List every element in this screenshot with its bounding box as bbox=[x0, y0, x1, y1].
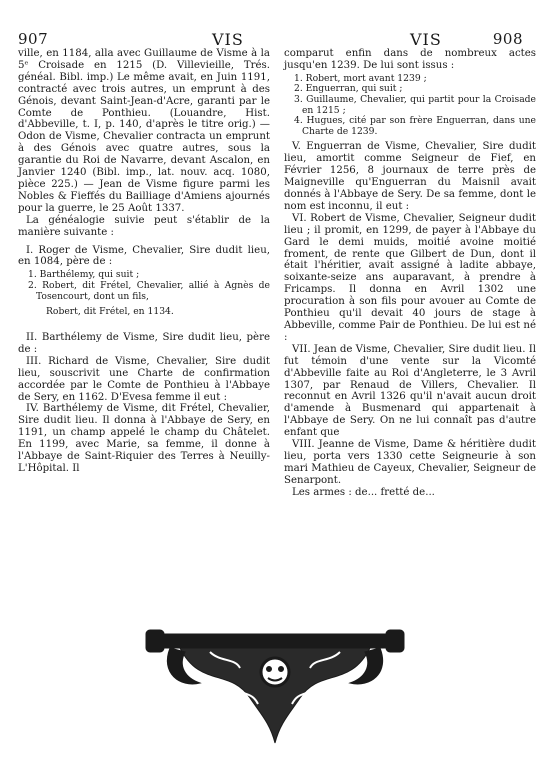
page-number-right: 908 bbox=[492, 30, 523, 48]
paragraph: Les armes : de... fretté de... bbox=[292, 486, 435, 498]
list-item: 1. Robert, mort avant 1239 ; bbox=[294, 72, 427, 84]
left-column bbox=[18, 48, 270, 475]
paragraph: comparut enfin dans de nombreux actes jusqu'en 1239. De lui sont issus : bbox=[284, 48, 536, 71]
right-column bbox=[284, 48, 536, 499]
paragraph: La généalogie suivie peut s'établir de la manière suivante : bbox=[18, 214, 270, 238]
list-item: 2. Enguerran, qui suit ; bbox=[294, 83, 403, 95]
page-number-left: 907 bbox=[18, 30, 49, 48]
list-item: 2. Robert, dit Frétel, Chevalier, allié à Agnès de Tosencourt, dont un fils, bbox=[28, 279, 270, 302]
children-list bbox=[18, 270, 270, 302]
cul-de-lampe-ornament bbox=[140, 628, 410, 748]
paragraph: V. Enguerran de Visme, Chevalier, Sire dudit lieu, amortit comme Seigneur de Fief, en Février 1256, 8 journaux de terre près de Maigneville qu'Enguerran du Maisnil avait donnés à l'Abbaye de Sery. De sa femme, dont le nom est inconnu, il eut : bbox=[284, 141, 536, 212]
standalone-line: Robert, dit Frétel, en 1134. bbox=[46, 306, 174, 318]
children-list bbox=[284, 74, 536, 138]
list-item: 4. Hugues, cité par son frère Enguerran, dans une Charte de 1239. bbox=[294, 115, 536, 137]
list-item: 1. Barthélemy, qui suit ; bbox=[28, 269, 140, 281]
paragraph: VI. Robert de Visme, Chevalier, Seigneur dudit lieu ; il promit, en 1299, de payer à l'Abbaye du Gard le demi muids, moitié avoine moitié froment, de rente que Gilbert de Dun, dont il était l'héritier, avait assigné à ladite abbaye, soixante-seize ans auparavant, à prendre à Fricamps. Il donna en Avril 1302 une procuration à son fils pour avouer au Comte de Ponthieu qu'il devait 40 jours de stage à Abbeville, comme Pair de Ponthieu. De lui est né : bbox=[284, 212, 536, 343]
paragraph: IV. Barthélemy de Visme, dit Frétel, Chevalier, Sire dudit lieu. Il donna à l'Abbaye de Sery, en 1191, un champ appelé le champ du Châtelet. En 1199, avec Marie, sa femme, il donne à l'Abbaye de Saint-Riquier des Terres à Neuilly-L'Hôpital. Il bbox=[18, 403, 270, 474]
paragraph: VII. Jean de Visme, Chevalier, Sire dudit lieu. Il fut témoin d'une vente sur la Vicomté d'Abbeville faite au Roi d'Angleterre, le 3 Avril 1307, par Renaud de Villers, Chevalier. Il reconnut en Avril 1326 qu'il n'avait aucun droit d'amende à Busmenard qui appartenait à l'Abbaye de Sery. On ne lui connaît pas d'autre enfant que bbox=[284, 343, 536, 439]
running-title-right: VIS bbox=[410, 30, 442, 49]
running-title-left: VIS bbox=[212, 30, 244, 49]
paragraph: II. Barthélemy de Visme, Sire dudit lieu, père de : bbox=[18, 332, 270, 355]
paragraph: III. Richard de Visme, Chevalier, Sire dudit lieu, souscrivit une Charte de confirmation accordée par le Comte de Ponthieu à l'Abbaye de Sery, en 1162. D'Evesa femme il eut : bbox=[18, 355, 270, 403]
paragraph: VIII. Jeanne de Visme, Dame & héritière dudit lieu, porta vers 1330 cette Seigneurie à son mari Mathieu de Cayeux, Chevalier, Seigneur de Senarpont. bbox=[284, 439, 536, 486]
paragraph: ville, en 1184, alla avec Guillaume de Visme à la 5ᵉ Croisade en 1215 (D. Villevieille, Trés. généal. Bibl. imp.) Le même avait, en Juin 1191, contracté avec trois autres, un emprunt à des Génois, devant Saint-Jean-d'Acre, garanti par le Comte de Ponthieu. (Louandre, Hist. d'Abbeville, t. I, p. 140, d'après le titre orig.) — Odon de Visme, Chevalier contracta un emprunt à des Génois avec quatre autres, sous la garantie du Roi de Navarre, devant Ascalon, en Janvier 1240 (Bibl. imp., lat. nouv. acq. 1080, pièce 225.) — Jean de Visme figure parmi les Nobles & Fieffés du Bailliage d'Amiens ajournés pour la guerre, le 25 Août 1337. bbox=[18, 48, 270, 214]
list-item: 3. Guillaume, Chevalier, qui partit pour la Croisade en 1215 ; bbox=[294, 94, 536, 116]
paragraph: I. Roger de Visme, Chevalier, Sire dudit lieu, en 1084, père de : bbox=[18, 244, 270, 268]
